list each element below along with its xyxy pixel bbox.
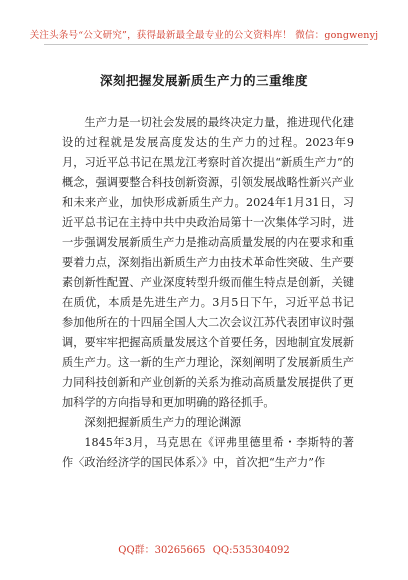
body-paragraph: 生产力是一切社会发展的最终决定力量，推进现代化建设的过程就是发展高度发达的生产力的过程。2023年9月，习近平总书记在黑龙江考察时首次提出“新质生产力”的概念，强调要整合科技创新资源，引领发展战略性新兴产业和未来产业，加快形成新质生产力。2024年1月31日，习近平总书记在主持中共中央政治局第十一次集体学习时，进一步强调发展新质生产力是推动高质量发展的内在要求和重要着力点，深刻指出新质生产力由技术革命性突破、生产要素创新性配置、产业深度转型升级而催生特点是创新，关键在质优，本质是先进生产力。3月5日下午，习近平总书记参加他所在的十四届全国人大二次会议江苏代表团审议时强调，要牢牢把握高质量发展这个首要任务，因地制宜发展新质生产力。这一新的生产力理论，深刻阐明了发展新质生产力同科技创新和产业创新的关系为推动高质量发展提供了更加科学的方向指导和更加明确的路径抓手。 (62, 116, 354, 409)
document-title: 深刻把握发展新质生产力的三重维度 (99, 73, 308, 88)
body-paragraph: 1845年3月，马克思在《评弗里德里希・李斯特的著作〈政治经济学的国民体系〉》中，首次把“生产力”作 (62, 436, 354, 469)
footer-contact: QQ群：30265665 QQ:535304092 (118, 545, 290, 556)
header-notice: 关注头条号“公文研究”，获得最新最全最专业的公文资料库！ 微信：gongwenyj (29, 30, 379, 41)
header-divider (44, 44, 368, 45)
section-heading: 深刻把握新质生产力的理论渊源 (84, 416, 242, 429)
document-body (62, 113, 354, 473)
